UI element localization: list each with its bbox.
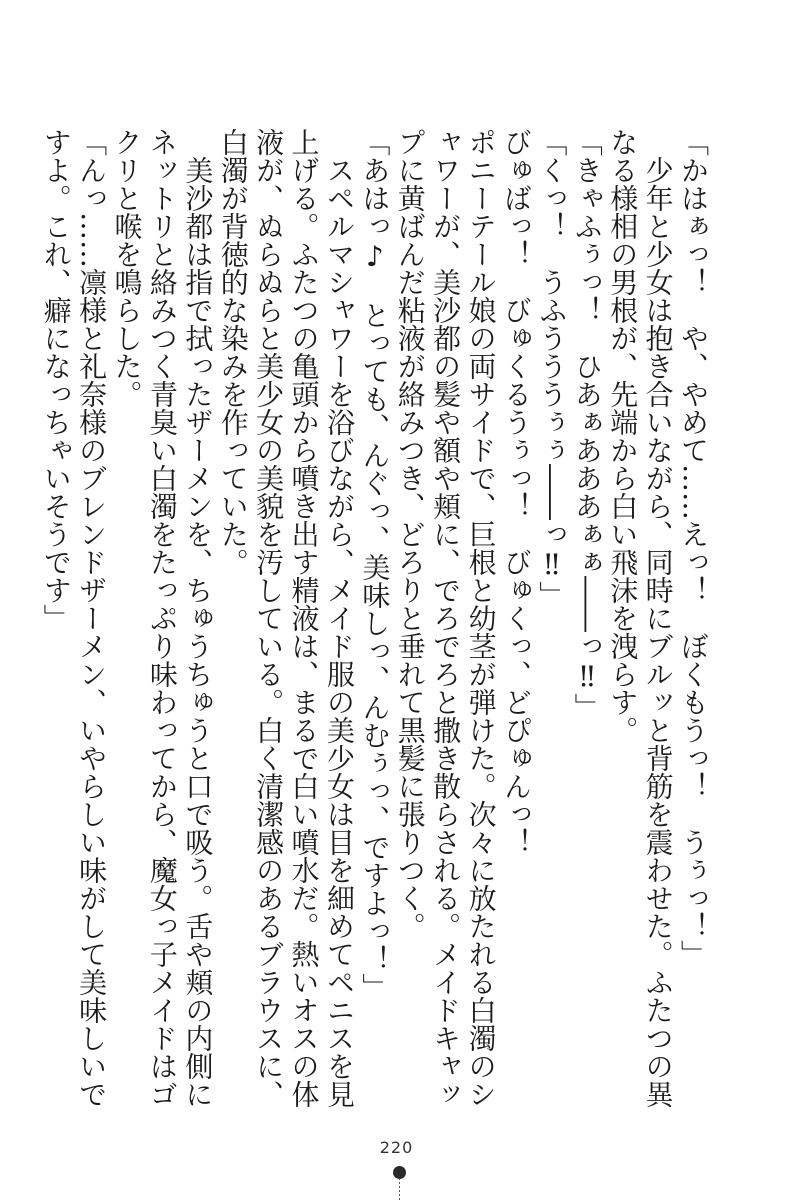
dialogue-line: 「かはぁっ！ や、やめて……えっ！ ぼくもうっ！ うぅっ！」: [677, 128, 710, 968]
page-ornament-icon: [392, 1166, 408, 1200]
sound-effect-line: びゅばっ！ びゅくるうぅっ！ びゅくっ、どぴゅんっ！: [499, 128, 533, 856]
narration-paragraph: スペルマシャワーを浴びながら、メイド服の美少女は目を細めてペニスを見上げる。ふたつの亀頭から噴き出す精液は、まるで白い噴水だ。熱いオスの体液が、ぬらぬらと美少女の美貌を汚している。白く清潔感のあるブラウスに、白濁が背徳的な染みを作っていた。: [216, 128, 356, 1108]
page-number: 220: [379, 1138, 414, 1157]
ornament-stem: [399, 1178, 400, 1200]
narration-paragraph: 美沙都は指で拭ったザーメンを、ちゅうちゅうと口で吸う。舌や頬の内側にネットリと絡みつく青臭い白濁をたっぷり味わってから、魔女っ子メイドはゴクリと喉を鳴らした。: [110, 128, 215, 1108]
dialogue-line: 「きゃふぅっ！ ひあぁあああぁぁ――っ‼」: [570, 128, 604, 721]
dialogue-line: 「くっ！ うふうううぅぅ――っ‼」: [535, 128, 569, 609]
dialogue-line: 「んっ……凛様と礼奈様のブレンドザーメン、いやらしい味がして美味しいですよ。これ、癖になっちゃいそうです」: [39, 128, 109, 1108]
narration-paragraph: 少年と少女は抱き合いながら、同時にブルッと背筋を震わせた。ふたつの異なる様相の男根が、先端から白い飛沫を洩らす。: [606, 128, 675, 1108]
narration-paragraph: ポニーテール娘の両サイドで、巨根と幼茎が弾けた。次々に放たれる白濁のシャワーが、美沙都の髪や額や頬に、でろでろと撒き散らされる。メイドキャップに黄ばんだ粘液が絡みつき、どろりと垂れて黒髪に張りつく。: [393, 128, 498, 1108]
vertical-text-body: [39, 128, 711, 1133]
dialogue-line: 「あはっ♪ とっても、んぐっ、美味しっ、んむぅっ、ですよっ！」: [358, 128, 392, 1001]
